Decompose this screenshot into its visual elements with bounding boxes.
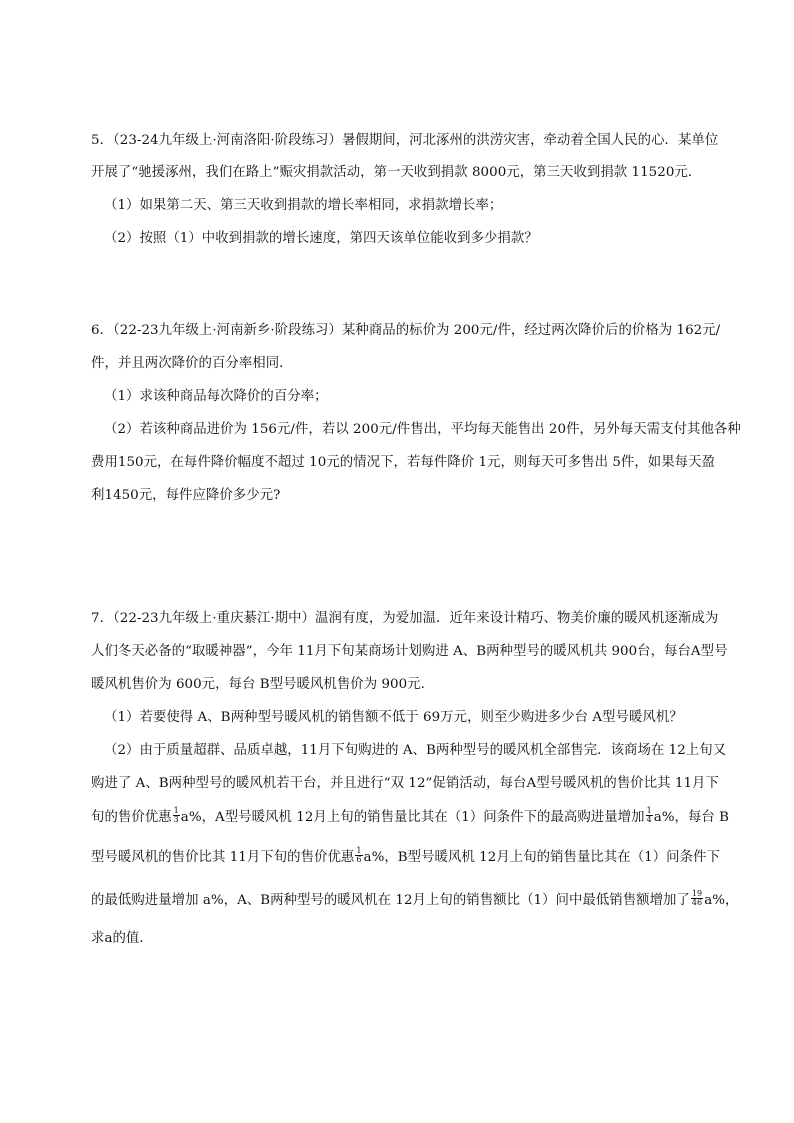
q7-line-10: 求a的值．	[91, 931, 153, 946]
q7-line-3: 暖风机售价为 600元，每台 B型号暖风机售价为 900元．	[91, 677, 435, 692]
q7-line-6: 购进了 A、B两种型号的暖风机若干台，并且进行“双 12”促销活动，每台A型号暖风机的售价比其 11月下	[91, 776, 719, 791]
q7-line-5: （2）由于质量超群、品质卓越，11月下旬购进的 A、B两种型号的暖风机全部售完．该商场在 12上旬又	[104, 743, 727, 758]
q5-line-3: （1）如果第二天、第三天收到捐款的增长率相同，求捐款增长率；	[104, 198, 503, 213]
q5-line-1: 5．（23-24九年级上·河南洛阳·阶段练习）暑假期间，河北涿州的洪涝灾害，牵动着全国人民的心．某单位	[91, 133, 719, 148]
q6-line-6: 利1450元，每件应降价多少元?	[91, 488, 281, 503]
q7-line-8	[91, 848, 731, 868]
q7-line-7-text-a: 旬的售价优惠	[91, 810, 172, 825]
fraction-one-third	[173, 807, 180, 824]
fraction-numerator: 1	[646, 806, 652, 815]
q7-line-7-text-c: a%，每台 B	[653, 810, 730, 825]
q7-line-1: 7．（22-23九年级上·重庆綦江·期中）温润有度，为爱加温．近年来设计精巧、物美价廉的暖风机逐渐成为	[91, 611, 719, 626]
q7-line-9-text-a: 的最低购进量增加 a%，A、B两种型号的暖风机在 12月上旬的销售额比（1）问中最低销售额增加了	[91, 893, 690, 908]
q6-line-3: （1）求该种商品每次降价的百分率；	[104, 389, 328, 404]
fraction-nineteen-fortysixths	[691, 890, 703, 907]
q7-line-7	[91, 808, 731, 828]
fraction-denominator: 3	[173, 815, 179, 824]
q7-line-8-text-a: 型号暖风机的售价比其 11月下旬的售价优惠	[91, 850, 355, 865]
q7-line-8-text-b: a%，B型号暖风机 12月上旬的销售量比其在（1）问条件下	[363, 850, 720, 865]
fraction-one-sixth	[355, 847, 362, 864]
q6-line-4: （2）若该种商品进价为 156元/件，若以 200元/件售出，平均每天能售出 20件，另外每天需支付其他各种	[104, 422, 741, 437]
q6-line-2: 件，并且两次降价的百分率相同．	[91, 356, 293, 371]
q7-line-2: 人们冬天必备的“取暖神器”，今年 11月下旬某商场计划购进 A、B两种型号的暖风机共 900台，每台A型号	[91, 644, 728, 659]
fraction-numerator: 1	[173, 806, 179, 815]
q5-line-4: （2）按照（1）中收到捐款的增长速度，第四天该单位能收到多少捐款？	[104, 231, 538, 246]
fraction-one-quarter	[646, 807, 653, 824]
q6-line-1: 6．（22-23九年级上·河南新乡·阶段练习）某种商品的标价为 200元/件，经过两次降价后的价格为 162元/	[91, 323, 721, 338]
fraction-denominator: 6	[356, 855, 362, 864]
q7-line-9-text-b: a%，	[704, 893, 739, 908]
fraction-denominator: 4	[646, 815, 652, 824]
fraction-numerator: 1	[356, 846, 362, 855]
q7-line-4: （1）若要使得 A、B两种型号暖风机的销售额不低于 69万元，则至少购进多少台 A型号暖风机？	[104, 710, 683, 725]
fraction-denominator: 46	[691, 898, 703, 907]
fraction-numerator: 19	[691, 889, 703, 898]
q6-line-5: 费用150元，在每件降价幅度不超过 10元的情况下，若每件降价 1元，则每天可多售出 5件，如果每天盈	[91, 455, 715, 470]
q7-line-9	[91, 889, 739, 911]
q5-line-2: 开展了“驰援涿州，我们在路上”赈灾捐款活动，第一天收到捐款 8000元，第三天收到捐款 11520元．	[91, 165, 702, 180]
q7-line-7-text-b: a%，A型号暖风机 12月上旬的销售量比其在（1）问条件下的最高购进量增加	[180, 810, 645, 825]
